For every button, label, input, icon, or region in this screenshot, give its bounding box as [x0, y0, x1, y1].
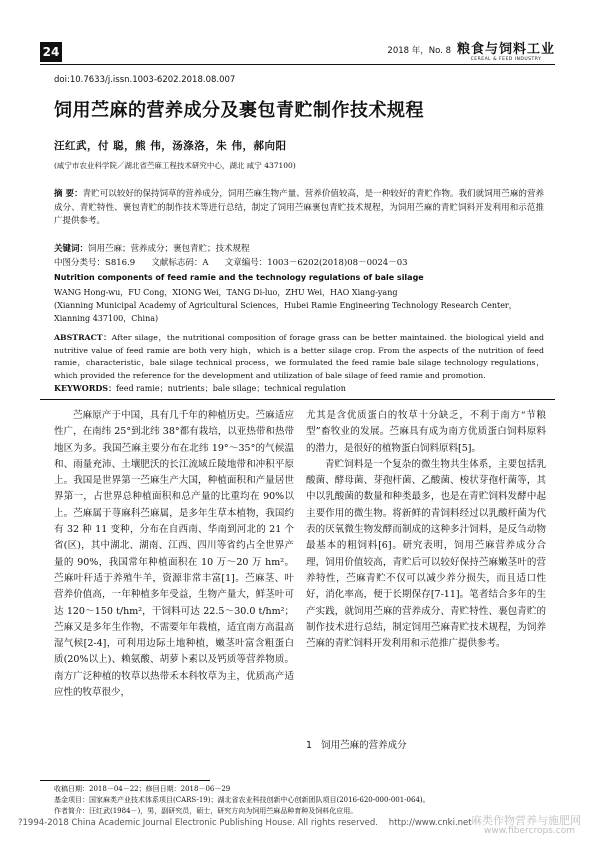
body-paragraph: 青贮饲料是一个复杂的微生物共生体系，主要包括乳酸菌、酵母菌、芽孢杆菌、乙酸菌、梭状芽孢杆菌等，其中以乳酸菌的数量和种类最多，也是在青贮饲料发酵中起主要作用的微生物。将新鲜的青饲料经过以乳酸杆菌为代表的厌氧微生物发酵而制成的这种多汁饲料，是反刍动物最基本的粗饲料[6]。研究表明，饲用苎麻营养成分合理，饲用价值较高，青贮后可以较好保持苎麻嫩茎叶的营养特性，苎麻青贮不仅可以减少养分损失，而且适口性好，消化率高，便于长期保存[7-11]。笔者结合多年的生产实践，就饲用苎麻的营养成分、青贮特性、裹包青贮的制作技术进行总结，制定饲用苎麻青贮技术规程，为饲养苎麻的青贮饲料开发利用和示范推广提供参考。: [306, 458, 546, 650]
journal-name-en: CEREAL & FEED INDUSTRY: [470, 57, 542, 62]
year-issue: 2018 年，No. 8: [387, 46, 451, 56]
english-abstract-text: After silage，the nutritional composition of forage grass can be better maintained. the biological yield and nutritive value of feed ramie are both very high，which is a better silage crop. From the aspects of the nutrition of feed ramie，characteristic，bale silage technical process，we formulated the feed ramie bale silage technology regulations，which provided the reference for the development and utilization of bale silage of feed ramie and promotion.: [54, 333, 545, 380]
copyright-notice: ?1994-2018 China Academic Journal Electronic Publishing House. All rights reserved. http://www.cnki.net: [18, 818, 472, 828]
body-column-left: [54, 408, 294, 701]
header-rule: [40, 64, 555, 65]
abstract-rule: [40, 399, 555, 400]
article-title: 饲用苎麻的营养成分及裹包青贮制作技术规程: [54, 100, 424, 121]
footnote-author: 作者简介：汪红武(1984－)，男，副研究员，硕士，研究方向为饲用苎麻品种育种及饲料化应用。: [54, 807, 358, 815]
classification-line: 中图分类号：S816.9 文献标志码：A 文章编号：1003－6202(2018)08－0024－03: [54, 258, 408, 268]
affiliation: (咸宁市农业科学院／湖北省苎麻工程技术研究中心，湖北 咸宁 437100): [54, 161, 296, 170]
english-keywords: [54, 383, 346, 394]
keywords-label: 关键词：: [54, 244, 89, 254]
body-paragraph: 苎麻原产于中国，具有几千年的种植历史。苎麻适应性广，在南纬 25°到北纬 38°都有栽培，以亚热带和热带地区为多。我国苎麻主要分布在北纬 19°～35°的气候温和、雨量充沛、土壤肥沃的长江流域丘陵地带和冲积平原上。我国是世界第一苎麻生产大国，种植面积和产量居世界第一，占世界总种植面积和总产量的比重均在 90%以上。苎麻属于荨麻科苎麻属，是多年生草本植物，我国约有 32 种 11 变种，分布在自西南、华南到河北的 21 个省(区)，其中湖北、湖南、江西、四川等省约占全世界产量的 90%，我国常年种植面积在 10 万～20 万 hm²。苎麻叶秆适于养殖牛羊，资源非常丰富[1]。苎麻茎、叶营养价值高，一年种植多年受益，生物产量大，鲜茎叶可达 120～150 t/hm²，干饲料可达 22.5～30.0 t/hm²；苎麻又是多年生作物，不需要年年栽植，适宜南方高温高湿气候[2-4]，可利用边际土地种植，嫩茎叶富含粗蛋白质(20%以上)、赖氨酸、胡萝卜素以及钙质等营养物质。南方广泛种植的牧草以热带禾本科牧草为主，优质高产适应性的牧草很少，: [54, 410, 294, 699]
journal-header: [387, 38, 555, 62]
doi: doi:10.7633/j.issn.1003-6202.2018.08.007: [54, 75, 236, 85]
journal-name-cn: 粮食与饲料工业: [456, 42, 555, 57]
abstract-label: 摘 要：: [54, 189, 83, 199]
body-column-right: [306, 408, 546, 652]
english-keywords-label: KEYWORDS：: [54, 383, 117, 393]
journal-logo: [457, 38, 555, 62]
watermark: 麻类作物营养与施肥网: [471, 814, 581, 827]
footnote-fund: 基金项目：国家麻类产业技术体系项目(CARS-19)；湖北省农业科技创新中心创新团队项目(2016-620-000-001-064)。: [54, 796, 430, 804]
english-abstract: [54, 332, 544, 382]
footnote-dates: 收稿日期：2018－04－22；修回日期：2018－06－29: [54, 785, 231, 793]
page-number: 24: [40, 42, 62, 62]
body-paragraph: 尤其是含优质蛋白的牧草十分缺乏，不利于南方“节粮型”畜牧业的发展。苎麻具有成为南方优质蛋白饲料原料的潜力，是很好的植物蛋白饲料原料[5]。: [306, 410, 546, 454]
authors: 汪红武，付 聪，熊 伟，汤涤洛，朱 伟，郝向阳: [54, 140, 287, 152]
english-abstract-label: ABSTRACT：: [54, 333, 112, 342]
english-affiliation: (Xianning Municipal Academy of Agricultural Sciences，Hubei Ramie Engineering Technology Research Center，Xianning 437100，China): [54, 301, 517, 323]
keywords-text: 饲用苎麻；营养成分；裹包青贮；技术规程: [88, 244, 250, 254]
english-title: Nutrition components of feed ramie and the technology regulations of bale silage: [54, 273, 424, 282]
footnote-rule: [40, 780, 210, 781]
abstract: [54, 188, 544, 229]
section-heading: 1 饲用苎麻的营养成分: [306, 740, 407, 751]
keywords: [54, 242, 250, 254]
abstract-text: 青贮可以较好的保持饲草的营养成分，饲用苎麻生物产量、营养价值较高，是一种较好的青贮作物。我们就饲用苎麻的营养成分、青贮特性、裹包青贮的制作技术等进行总结，制定了饲用苎麻裹包青贮技术规程，为饲用苎麻的青贮饲料开发利用和示范推广提供参考。: [54, 189, 544, 226]
watermark-url: www.fibercrops.com: [484, 826, 575, 836]
english-keywords-text: feed ramie；nutrients；bale silage；technical regulation: [116, 384, 346, 393]
english-authors: WANG Hong-wu，FU Cong，XIONG Wei，TANG Di-luo，ZHU Wei，HAO Xiang-yang: [54, 288, 398, 297]
